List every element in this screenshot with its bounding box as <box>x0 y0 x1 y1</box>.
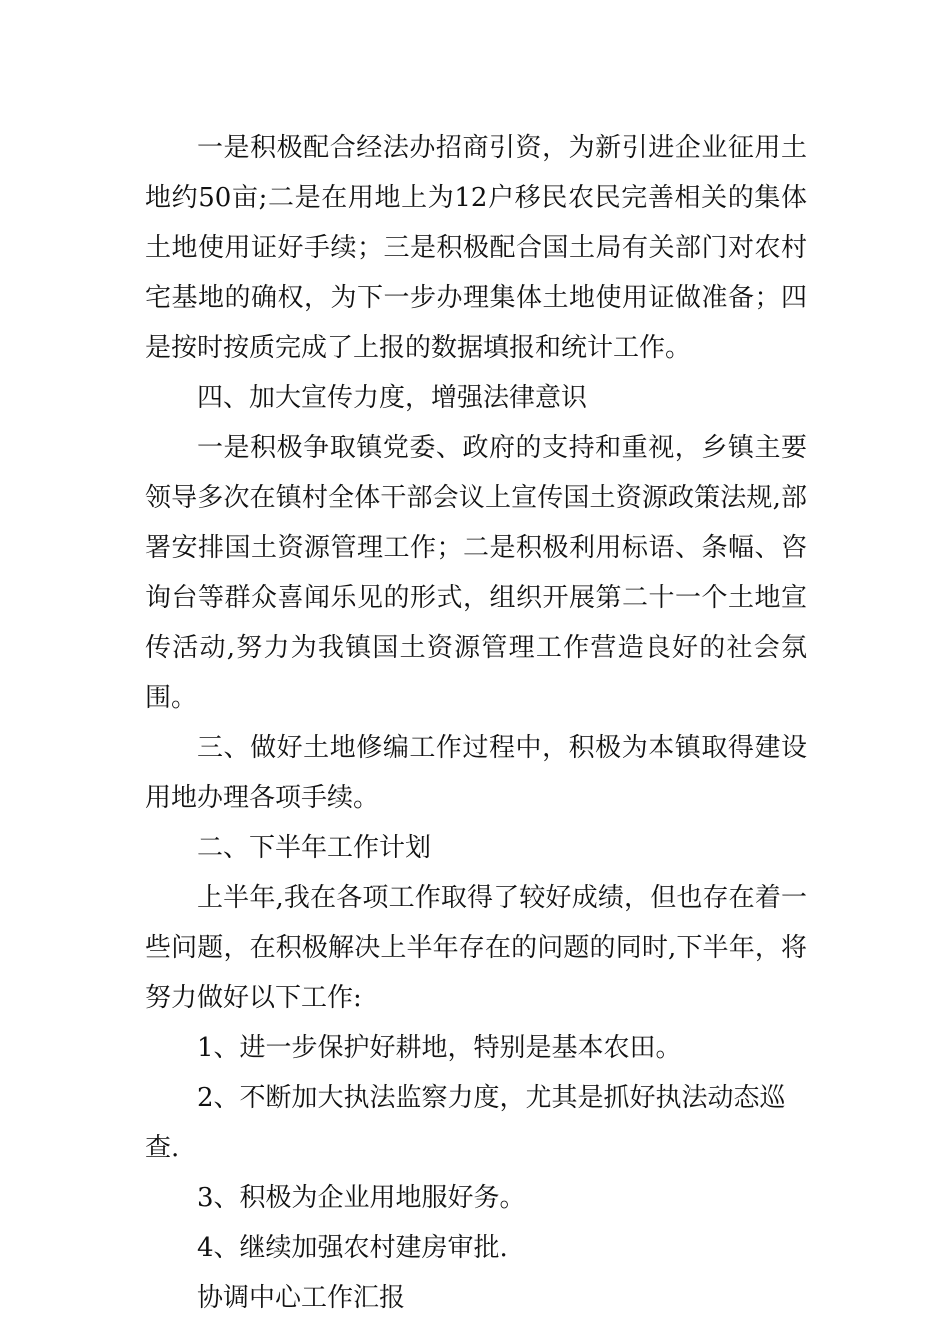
paragraph-publicity: 一是积极争取镇党委、政府的支持和重视，乡镇主要领导多次在镇村全体干部会议上宣传国土资源政策法规,部署安排国土资源管理工作；二是积极利用标语、条幅、咨询台等群众喜闻乐见的形式，组织开展第二十一个土地宣传活动,努力为我镇国土资源管理工作营造良好的社会氛围。 <box>145 433 807 713</box>
section-heading-plan: 二、下半年工作计划 <box>197 833 432 863</box>
list-item: 2、不断加大执法监察力度，尤其是抓好执法动态巡查. <box>145 1083 786 1163</box>
paragraph-plan-intro: 上半年,我在各项工作取得了较好成绩，但也存在着一些问题，在积极解决上半年存在的问题的同时,下半年，将努力做好以下工作: <box>145 883 807 1013</box>
paragraph-land-use: 一是积极配合经法办招商引资，为新引进企业征用土地约50亩;二是在用地上为12户移民农民完善相关的集体土地使用证好手续；三是积极配合国土局有关部门对农村宅基地的确权，为下一步办理集体土地使用证做准备；四是按时按质完成了上报的数据填报和统计工作。 <box>145 133 807 363</box>
section-heading-publicity: 四、加大宣传力度，增强法律意识 <box>197 383 588 413</box>
list-item: 4、继续加强农村建房审批. <box>197 1233 508 1263</box>
list-item: 3、积极为企业用地服好务。 <box>197 1183 526 1213</box>
paragraph-land-revision: 三、做好土地修编工作过程中，积极为本镇取得建设用地办理各项手续。 <box>145 733 807 813</box>
document-page <box>145 123 807 1323</box>
document-title-next: 协调中心工作汇报 <box>197 1283 406 1313</box>
list-item: 1、进一步保护好耕地，特别是基本农田。 <box>197 1033 682 1063</box>
